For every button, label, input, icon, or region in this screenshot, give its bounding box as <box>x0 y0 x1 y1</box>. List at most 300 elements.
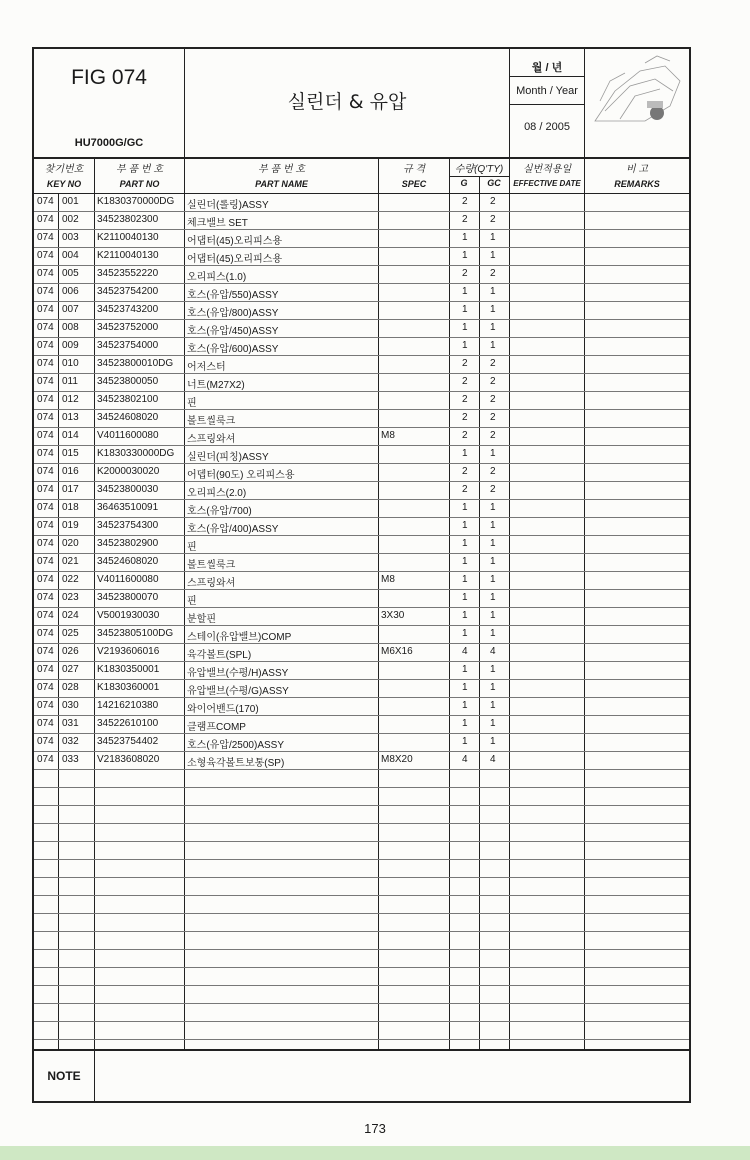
row-divider <box>34 949 689 950</box>
cell-g: 4 <box>462 646 468 657</box>
cell-key: 001 <box>62 196 79 207</box>
cell-name: 볼트씰룩크 <box>187 560 236 571</box>
cell-name: 핀 <box>187 542 197 553</box>
cell-key: 031 <box>62 718 79 729</box>
cell-part: K1830360001 <box>97 682 160 693</box>
cell-gc: 1 <box>490 448 496 459</box>
row-divider <box>34 553 689 554</box>
cell-fig: 074 <box>37 574 54 585</box>
cell-spec: M6X16 <box>381 646 413 657</box>
row-divider <box>34 571 689 572</box>
cell-name: 스프링와셔 <box>187 578 236 589</box>
bottom-bar <box>0 1146 750 1160</box>
table-row <box>34 193 689 211</box>
cell-key: 024 <box>62 610 79 621</box>
cell-gc: 1 <box>490 304 496 315</box>
cell-g: 1 <box>462 610 468 621</box>
cell-g: 2 <box>462 268 468 279</box>
table-row <box>34 337 689 355</box>
cell-part: V4011600080 <box>97 574 159 585</box>
row-divider <box>34 427 689 428</box>
cell-key: 032 <box>62 736 79 747</box>
row-divider <box>34 355 689 356</box>
model-name: HU7000G/GC <box>74 137 144 149</box>
cell-spec: M8 <box>381 430 395 441</box>
cell-part: V5001930030 <box>97 610 160 621</box>
cell-name: 실린더(피칭)ASSY <box>187 452 269 463</box>
table-row <box>34 211 689 229</box>
row-divider <box>34 301 689 302</box>
cell-part: K2110040130 <box>97 232 159 243</box>
table-row <box>34 697 689 715</box>
row-divider <box>34 733 689 734</box>
machine-illustration-icon <box>585 51 689 135</box>
cell-gc: 1 <box>490 610 496 621</box>
table-row <box>34 571 689 589</box>
table-row <box>34 751 689 769</box>
row-divider <box>34 661 689 662</box>
cell-part: 34523802900 <box>97 538 159 549</box>
cell-part: 34523800070 <box>97 592 159 603</box>
cell-gc: 2 <box>490 268 496 279</box>
cell-g: 2 <box>462 196 468 207</box>
col-qty-ko: 수량(Q'TY) <box>454 164 504 175</box>
cell-key: 028 <box>62 682 79 693</box>
cell-name: 실린더(롤링)ASSY <box>187 200 269 211</box>
cell-fig: 074 <box>37 376 54 387</box>
cell-g: 2 <box>462 412 468 423</box>
cell-key: 020 <box>62 538 79 549</box>
cell-gc: 1 <box>490 286 496 297</box>
table-row <box>34 517 689 535</box>
table-row <box>34 463 689 481</box>
col-key-en: KEY NO <box>46 179 82 189</box>
cell-name: 호스(유압/550)ASSY <box>187 290 279 301</box>
cell-key: 004 <box>62 250 79 261</box>
cell-name: 스테이(유압밸브)COMP <box>187 632 292 643</box>
cell-name: 유압밸브(수평/G)ASSY <box>187 686 289 697</box>
cell-part: 34523754300 <box>97 520 159 531</box>
table-row <box>34 445 689 463</box>
cell-gc: 1 <box>490 538 496 549</box>
table-row <box>34 427 689 445</box>
cell-name: 호스(유압/2500)ASSY <box>187 740 285 751</box>
cell-gc: 1 <box>490 628 496 639</box>
cell-name: 와이어밴드(170) <box>187 704 259 715</box>
cell-gc: 1 <box>490 700 496 711</box>
cell-g: 1 <box>462 592 468 603</box>
cell-key: 005 <box>62 268 79 279</box>
cell-gc: 1 <box>490 340 496 351</box>
cell-gc: 1 <box>490 574 496 585</box>
cell-part: K2000030020 <box>97 466 160 477</box>
row-divider <box>34 535 689 536</box>
cell-part: 34524608020 <box>97 556 159 567</box>
cell-g: 1 <box>462 556 468 567</box>
cell-fig: 074 <box>37 610 54 621</box>
cell-part: 34523805100DG <box>97 628 174 639</box>
cell-g: 2 <box>462 394 468 405</box>
cell-g: 1 <box>462 520 468 531</box>
cell-gc: 2 <box>490 214 496 225</box>
cell-name: 핀 <box>187 398 197 409</box>
cell-key: 023 <box>62 592 79 603</box>
row-divider <box>34 337 689 338</box>
col-partname-ko: 부 품 번 호 <box>258 164 305 175</box>
cell-fig: 074 <box>37 412 54 423</box>
cell-gc: 1 <box>490 232 496 243</box>
revision-date: 08 / 2005 <box>524 121 570 133</box>
cell-part: 34522610100 <box>97 718 159 729</box>
cell-name: 육각볼트(SPL) <box>187 650 252 661</box>
row-divider <box>34 1039 689 1040</box>
row-divider <box>34 877 689 878</box>
cell-name: 호스(유압/700) <box>187 506 252 517</box>
cell-gc: 2 <box>490 484 496 495</box>
cell-fig: 074 <box>37 448 54 459</box>
col-effective-en: EFFECTIVE DATE <box>513 179 581 188</box>
table-row <box>34 589 689 607</box>
row-divider <box>34 913 689 914</box>
table-row <box>34 607 689 625</box>
cell-name: 유압밸브(수평/H)ASSY <box>187 668 289 679</box>
parts-sheet <box>32 47 691 1103</box>
cell-key: 013 <box>62 412 79 423</box>
table-row <box>34 319 689 337</box>
table-row <box>34 679 689 697</box>
col-qty-gc: GC <box>487 178 501 188</box>
note-label: NOTE <box>47 1069 81 1083</box>
cell-fig: 074 <box>37 268 54 279</box>
cell-key: 033 <box>62 754 79 765</box>
row-divider <box>34 247 689 248</box>
table-row <box>34 283 689 301</box>
cell-part: 36463510091 <box>97 502 159 513</box>
cell-key: 010 <box>62 358 79 369</box>
cell-spec: M8 <box>381 574 395 585</box>
cell-part: 34523754402 <box>97 736 159 747</box>
cell-g: 2 <box>462 214 468 225</box>
cell-name: 어저스터 <box>187 362 226 373</box>
cell-key: 026 <box>62 646 79 657</box>
cell-gc: 1 <box>490 250 496 261</box>
table-row <box>34 535 689 553</box>
cell-fig: 074 <box>37 340 54 351</box>
cell-fig: 074 <box>37 592 54 603</box>
cell-part: 34523802100 <box>97 394 159 405</box>
table-row <box>34 661 689 679</box>
cell-g: 1 <box>462 628 468 639</box>
cell-fig: 074 <box>37 250 54 261</box>
cell-g: 1 <box>462 322 468 333</box>
row-divider <box>34 751 689 752</box>
cell-fig: 074 <box>37 196 54 207</box>
row-divider <box>34 787 689 788</box>
table-row <box>34 643 689 661</box>
row-divider <box>34 679 689 680</box>
cell-part: V2193606016 <box>97 646 160 657</box>
row-divider <box>34 283 689 284</box>
cell-g: 1 <box>462 448 468 459</box>
cell-name: 스프링와셔 <box>187 434 236 445</box>
month-year-en: Month / Year <box>516 85 578 97</box>
cell-gc: 1 <box>490 592 496 603</box>
cell-key: 018 <box>62 502 79 513</box>
cell-fig: 074 <box>37 286 54 297</box>
cell-fig: 074 <box>37 322 54 333</box>
row-divider <box>34 805 689 806</box>
row-divider <box>34 643 689 644</box>
row-divider <box>34 481 689 482</box>
cell-part: K2110040130 <box>97 250 159 261</box>
cell-fig: 074 <box>37 736 54 747</box>
cell-fig: 074 <box>37 754 54 765</box>
cell-g: 1 <box>462 286 468 297</box>
cell-gc: 1 <box>490 520 496 531</box>
cell-gc: 1 <box>490 736 496 747</box>
row-divider <box>34 211 689 212</box>
cell-gc: 2 <box>490 412 496 423</box>
cell-part: 34524608020 <box>97 412 159 423</box>
cell-key: 022 <box>62 574 79 585</box>
row-divider <box>34 895 689 896</box>
cell-g: 2 <box>462 358 468 369</box>
cell-gc: 1 <box>490 556 496 567</box>
cell-key: 016 <box>62 466 79 477</box>
col-remarks-en: REMARKS <box>614 179 660 189</box>
row-divider <box>34 265 689 266</box>
cell-gc: 1 <box>490 322 496 333</box>
cell-gc: 2 <box>490 196 496 207</box>
table-row <box>34 391 689 409</box>
col-qty-g: G <box>460 178 468 188</box>
row-divider <box>34 589 689 590</box>
row-divider <box>34 931 689 932</box>
cell-g: 1 <box>462 682 468 693</box>
cell-fig: 074 <box>37 520 54 531</box>
col-spec-ko: 규 격 <box>402 164 426 175</box>
month-year-ko: 월 / 년 <box>531 62 563 74</box>
cell-fig: 074 <box>37 304 54 315</box>
row-divider <box>34 841 689 842</box>
cell-fig: 074 <box>37 430 54 441</box>
cell-g: 1 <box>462 502 468 513</box>
cell-key: 014 <box>62 430 79 441</box>
cell-g: 2 <box>462 466 468 477</box>
cell-fig: 074 <box>37 682 54 693</box>
cell-spec: M8X20 <box>381 754 413 765</box>
col-partno-ko: 부 품 번 호 <box>116 164 163 175</box>
cell-name: 클램프COMP <box>187 722 246 733</box>
table-row <box>34 733 689 751</box>
row-divider <box>34 1021 689 1022</box>
cell-g: 1 <box>462 232 468 243</box>
cell-name: 호스(유압/600)ASSY <box>187 344 279 355</box>
cell-g: 1 <box>462 664 468 675</box>
cell-key: 012 <box>62 394 79 405</box>
cell-key: 009 <box>62 340 79 351</box>
table-row <box>34 481 689 499</box>
cell-key: 027 <box>62 664 79 675</box>
table-row <box>34 229 689 247</box>
cell-gc: 4 <box>490 754 496 765</box>
cell-fig: 074 <box>37 646 54 657</box>
table-row <box>34 247 689 265</box>
row-divider <box>34 319 689 320</box>
row-divider <box>34 1003 689 1004</box>
cell-fig: 074 <box>37 628 54 639</box>
table-row <box>34 499 689 517</box>
cell-fig: 074 <box>37 718 54 729</box>
col-partno-en: PART NO <box>119 179 160 189</box>
cell-g: 1 <box>462 700 468 711</box>
cell-part: 34523800010DG <box>97 358 174 369</box>
cell-name: 너트(M27X2) <box>187 380 245 391</box>
cell-fig: 074 <box>37 214 54 225</box>
cell-gc: 1 <box>490 682 496 693</box>
cell-part: 34523802300 <box>97 214 159 225</box>
cell-key: 030 <box>62 700 79 711</box>
cell-name: 호스(유압/800)ASSY <box>187 308 279 319</box>
cell-g: 4 <box>462 754 468 765</box>
row-divider <box>34 985 689 986</box>
cell-fig: 074 <box>37 394 54 405</box>
cell-g: 2 <box>462 484 468 495</box>
cell-g: 1 <box>462 250 468 261</box>
cell-g: 2 <box>462 376 468 387</box>
col-partname-en: PART NAME <box>255 179 308 189</box>
row-divider <box>34 445 689 446</box>
table-row <box>34 625 689 643</box>
cell-fig: 074 <box>37 538 54 549</box>
cell-gc: 1 <box>490 502 496 513</box>
row-divider <box>34 373 689 374</box>
cell-g: 1 <box>462 538 468 549</box>
cell-spec: 3X30 <box>381 610 405 621</box>
fig-number: FIG 074 <box>71 66 147 89</box>
cell-key: 021 <box>62 556 79 567</box>
cell-part: 34523754200 <box>97 286 159 297</box>
row-divider <box>34 625 689 626</box>
cell-gc: 2 <box>490 376 496 387</box>
cell-gc: 2 <box>490 394 496 405</box>
row-divider <box>34 391 689 392</box>
cell-g: 1 <box>462 718 468 729</box>
cell-gc: 1 <box>490 664 496 675</box>
cell-key: 007 <box>62 304 79 315</box>
row-divider <box>34 715 689 716</box>
table-row <box>34 715 689 733</box>
cell-g: 2 <box>462 430 468 441</box>
cell-gc: 2 <box>490 466 496 477</box>
cell-key: 006 <box>62 286 79 297</box>
col-key-ko: 찾기번호 <box>44 164 84 175</box>
cell-part: K1830350001 <box>97 664 160 675</box>
table-row <box>34 373 689 391</box>
cell-name: 어댑터(45)오리피스용 <box>187 236 283 247</box>
row-divider <box>34 229 689 230</box>
cell-fig: 074 <box>37 466 54 477</box>
cell-part: V2183608020 <box>97 754 160 765</box>
cell-part: K1830330000DG <box>97 448 175 459</box>
page-number: 173 <box>364 1121 386 1136</box>
cell-part: V4011600080 <box>97 430 159 441</box>
cell-part: K1830370000DG <box>97 196 175 207</box>
cell-name: 분할핀 <box>187 614 216 625</box>
cell-part: 34523752000 <box>97 322 159 333</box>
cell-key: 019 <box>62 520 79 531</box>
cell-key: 008 <box>62 322 79 333</box>
cell-fig: 074 <box>37 700 54 711</box>
cell-key: 003 <box>62 232 79 243</box>
cell-part: 34523552220 <box>97 268 159 279</box>
row-divider <box>34 409 689 410</box>
cell-part: 14216210380 <box>97 700 159 711</box>
row-divider <box>34 517 689 518</box>
cell-gc: 4 <box>490 646 496 657</box>
cell-fig: 074 <box>37 556 54 567</box>
cell-fig: 074 <box>37 502 54 513</box>
row-divider <box>34 823 689 824</box>
row-divider <box>34 769 689 770</box>
cell-name: 오리피스(1.0) <box>187 272 247 283</box>
cell-gc: 2 <box>490 430 496 441</box>
table-row <box>34 553 689 571</box>
table-row <box>34 265 689 283</box>
table-row <box>34 301 689 319</box>
table-row <box>34 409 689 427</box>
row-divider <box>34 967 689 968</box>
cell-part: 34523754000 <box>97 340 159 351</box>
cell-part: 34523800030 <box>97 484 159 495</box>
row-divider <box>34 697 689 698</box>
cell-g: 1 <box>462 574 468 585</box>
row-divider <box>34 607 689 608</box>
col-effective-ko: 실번적용일 <box>522 164 572 175</box>
cell-key: 011 <box>62 376 78 387</box>
cell-name: 핀 <box>187 596 197 607</box>
cell-fig: 074 <box>37 664 54 675</box>
cell-fig: 074 <box>37 232 54 243</box>
cell-part: 34523743200 <box>97 304 159 315</box>
cell-name: 어댑터(45)오리피스용 <box>187 254 283 265</box>
row-divider <box>34 499 689 500</box>
cell-part: 34523800050 <box>97 376 159 387</box>
col-remarks-ko: 비 고 <box>625 164 649 175</box>
cell-key: 025 <box>62 628 79 639</box>
cell-fig: 074 <box>37 358 54 369</box>
cell-g: 1 <box>462 304 468 315</box>
cell-key: 017 <box>62 484 79 495</box>
page-title: 실린더 & 유압 <box>287 91 407 113</box>
col-spec-en: SPEC <box>401 179 427 189</box>
cell-g: 1 <box>462 736 468 747</box>
row-divider <box>34 463 689 464</box>
cell-gc: 2 <box>490 358 496 369</box>
cell-name: 어뎁터(90도) 오리피스용 <box>187 470 295 481</box>
cell-name: 오리피스(2.0) <box>187 488 247 499</box>
table-row <box>34 355 689 373</box>
cell-key: 002 <box>62 214 79 225</box>
cell-fig: 074 <box>37 484 54 495</box>
cell-g: 1 <box>462 340 468 351</box>
cell-key: 015 <box>62 448 79 459</box>
cell-name: 호스(유압/400)ASSY <box>187 524 279 535</box>
cell-gc: 1 <box>490 718 496 729</box>
cell-name: 소형육각볼트보통(SP) <box>187 758 285 769</box>
cell-name: 볼트씰룩크 <box>187 416 236 427</box>
row-divider <box>34 859 689 860</box>
